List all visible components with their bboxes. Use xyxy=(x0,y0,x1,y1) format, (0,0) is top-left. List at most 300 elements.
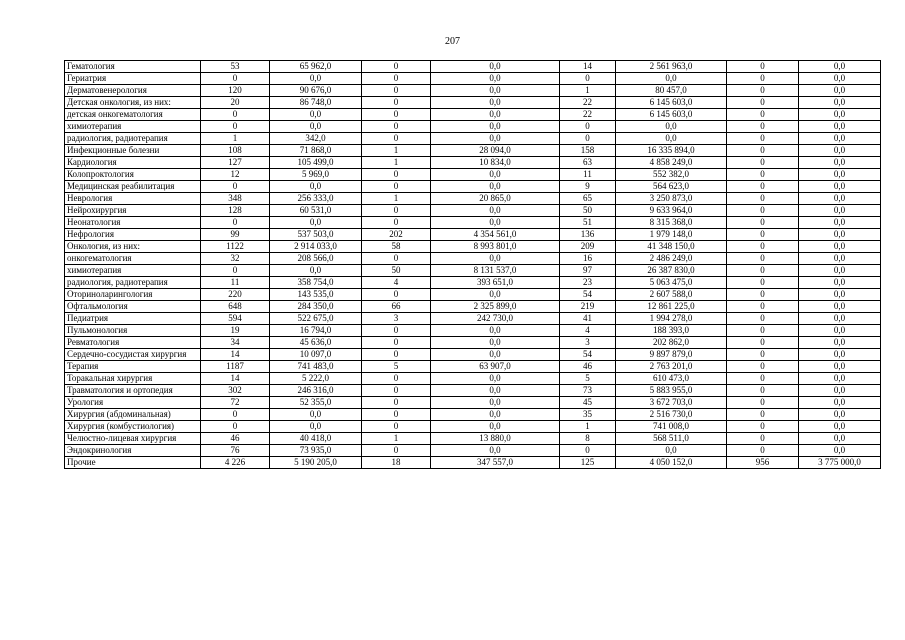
value-cell: 0,0 xyxy=(431,109,560,121)
specialty-name-cell: Инфекционные болезни xyxy=(65,145,201,157)
table-row xyxy=(65,361,881,373)
value-cell: 537 503,0 xyxy=(270,229,362,241)
value-cell: 0,0 xyxy=(431,217,560,229)
value-cell: 0,0 xyxy=(799,241,881,253)
value-cell: 14 xyxy=(201,373,270,385)
value-cell: 99 xyxy=(201,229,270,241)
value-cell: 0 xyxy=(362,373,431,385)
value-cell: 0 xyxy=(727,301,799,313)
value-cell: 0,0 xyxy=(799,325,881,337)
value-cell: 0,0 xyxy=(799,61,881,73)
value-cell: 4 050 152,0 xyxy=(616,457,727,469)
table-row xyxy=(65,313,881,325)
table-row xyxy=(65,109,881,121)
value-cell: 0 xyxy=(727,277,799,289)
value-cell: 0 xyxy=(362,181,431,193)
value-cell: 0,0 xyxy=(431,349,560,361)
specialty-name-cell: Гематология xyxy=(65,61,201,73)
value-cell: 1122 xyxy=(201,241,270,253)
value-cell: 0 xyxy=(201,409,270,421)
value-cell: 0 xyxy=(362,73,431,85)
value-cell: 0,0 xyxy=(799,157,881,169)
value-cell: 0 xyxy=(362,205,431,217)
value-cell: 128 xyxy=(201,205,270,217)
table-row xyxy=(65,157,881,169)
value-cell: 158 xyxy=(560,145,616,157)
value-cell: 1 xyxy=(362,157,431,169)
specialty-name-cell: Пульмонология xyxy=(65,325,201,337)
value-cell: 0 xyxy=(362,217,431,229)
value-cell: 0,0 xyxy=(799,85,881,97)
value-cell: 0,0 xyxy=(616,133,727,145)
value-cell: 0,0 xyxy=(270,421,362,433)
value-cell: 256 333,0 xyxy=(270,193,362,205)
value-cell: 0,0 xyxy=(431,61,560,73)
value-cell: 2 763 201,0 xyxy=(616,361,727,373)
value-cell: 741 483,0 xyxy=(270,361,362,373)
value-cell: 65 xyxy=(560,193,616,205)
value-cell: 0 xyxy=(727,325,799,337)
value-cell: 143 535,0 xyxy=(270,289,362,301)
value-cell: 28 094,0 xyxy=(431,145,560,157)
table-row xyxy=(65,265,881,277)
value-cell: 0,0 xyxy=(799,169,881,181)
value-cell: 1187 xyxy=(201,361,270,373)
value-cell: 0 xyxy=(727,181,799,193)
table-row xyxy=(65,409,881,421)
value-cell: 568 511,0 xyxy=(616,433,727,445)
value-cell: 0,0 xyxy=(799,205,881,217)
value-cell: 0,0 xyxy=(616,73,727,85)
table-row xyxy=(65,181,881,193)
value-cell: 0 xyxy=(727,373,799,385)
value-cell: 1 xyxy=(362,145,431,157)
value-cell: 66 xyxy=(362,301,431,313)
value-cell: 0 xyxy=(727,61,799,73)
value-cell: 0 xyxy=(560,445,616,457)
value-cell: 0 xyxy=(560,133,616,145)
value-cell: 9 897 879,0 xyxy=(616,349,727,361)
value-cell: 2 516 730,0 xyxy=(616,409,727,421)
value-cell: 0,0 xyxy=(270,409,362,421)
value-cell: 0,0 xyxy=(799,217,881,229)
value-cell: 0,0 xyxy=(799,109,881,121)
value-cell: 6 145 603,0 xyxy=(616,109,727,121)
specialty-name-cell: детская онкогематология xyxy=(65,109,201,121)
value-cell: 8 131 537,0 xyxy=(431,265,560,277)
value-cell: 302 xyxy=(201,385,270,397)
specialty-name-cell: Челюстно-лицевая хирургия xyxy=(65,433,201,445)
value-cell: 2 914 033,0 xyxy=(270,241,362,253)
value-cell: 0 xyxy=(201,109,270,121)
table-row xyxy=(65,277,881,289)
value-cell: 14 xyxy=(560,61,616,73)
value-cell: 956 xyxy=(727,457,799,469)
value-cell: 1 xyxy=(560,85,616,97)
value-cell: 46 xyxy=(560,361,616,373)
value-cell: 13 880,0 xyxy=(431,433,560,445)
value-cell: 0 xyxy=(727,157,799,169)
value-cell: 0 xyxy=(727,433,799,445)
specialty-name-cell: Неврология xyxy=(65,193,201,205)
table-row xyxy=(65,373,881,385)
value-cell: 16 xyxy=(560,253,616,265)
table-row xyxy=(65,229,881,241)
value-cell: 0,0 xyxy=(799,397,881,409)
value-cell: 11 xyxy=(201,277,270,289)
specialty-name-cell: онкогематология xyxy=(65,253,201,265)
value-cell: 348 xyxy=(201,193,270,205)
value-cell: 50 xyxy=(362,265,431,277)
value-cell: 9 633 964,0 xyxy=(616,205,727,217)
value-cell: 5 xyxy=(560,373,616,385)
value-cell: 220 xyxy=(201,289,270,301)
value-cell: 342,0 xyxy=(270,133,362,145)
value-cell: 45 636,0 xyxy=(270,337,362,349)
value-cell: 741 008,0 xyxy=(616,421,727,433)
value-cell: 51 xyxy=(560,217,616,229)
value-cell: 41 348 150,0 xyxy=(616,241,727,253)
value-cell: 0,0 xyxy=(799,121,881,133)
table-row xyxy=(65,97,881,109)
value-cell: 16 794,0 xyxy=(270,325,362,337)
specialty-name-cell: Травматология и ортопедия xyxy=(65,385,201,397)
value-cell: 6 145 603,0 xyxy=(616,97,727,109)
value-cell: 3 775 000,0 xyxy=(799,457,881,469)
value-cell: 16 335 894,0 xyxy=(616,145,727,157)
value-cell: 90 676,0 xyxy=(270,85,362,97)
value-cell: 0 xyxy=(727,97,799,109)
value-cell: 0 xyxy=(201,265,270,277)
value-cell: 0,0 xyxy=(799,445,881,457)
value-cell: 522 675,0 xyxy=(270,313,362,325)
value-cell: 552 382,0 xyxy=(616,169,727,181)
specialty-name-cell: Нефрология xyxy=(65,229,201,241)
value-cell: 8 993 801,0 xyxy=(431,241,560,253)
value-cell: 0 xyxy=(727,445,799,457)
value-cell: 0 xyxy=(362,289,431,301)
value-cell: 0,0 xyxy=(799,373,881,385)
value-cell: 0 xyxy=(362,325,431,337)
value-cell: 0 xyxy=(727,253,799,265)
value-cell: 0,0 xyxy=(431,409,560,421)
table-row xyxy=(65,337,881,349)
value-cell: 73 935,0 xyxy=(270,445,362,457)
value-cell: 50 xyxy=(560,205,616,217)
value-cell: 5 190 205,0 xyxy=(270,457,362,469)
value-cell: 4 354 561,0 xyxy=(431,229,560,241)
value-cell: 246 316,0 xyxy=(270,385,362,397)
value-cell: 209 xyxy=(560,241,616,253)
value-cell: 0 xyxy=(362,121,431,133)
value-cell: 0 xyxy=(362,61,431,73)
table-row xyxy=(65,385,881,397)
value-cell: 0 xyxy=(727,109,799,121)
table-row xyxy=(65,205,881,217)
value-cell: 0 xyxy=(362,397,431,409)
value-cell: 86 748,0 xyxy=(270,97,362,109)
specialty-name-cell: Урология xyxy=(65,397,201,409)
value-cell: 58 xyxy=(362,241,431,253)
value-cell: 1 xyxy=(362,193,431,205)
value-cell: 0,0 xyxy=(799,229,881,241)
value-cell: 0,0 xyxy=(799,73,881,85)
specialty-name-cell: радиология, радиотерапия xyxy=(65,133,201,145)
value-cell: 0 xyxy=(727,85,799,97)
specialty-name-cell: Оториноларингология xyxy=(65,289,201,301)
value-cell: 0 xyxy=(727,169,799,181)
specialty-name-cell: Нейрохирургия xyxy=(65,205,201,217)
value-cell: 284 350,0 xyxy=(270,301,362,313)
value-cell: 0,0 xyxy=(799,289,881,301)
value-cell: 0 xyxy=(362,445,431,457)
value-cell: 0,0 xyxy=(431,421,560,433)
value-cell: 0,0 xyxy=(799,433,881,445)
value-cell: 0,0 xyxy=(799,181,881,193)
value-cell: 0 xyxy=(362,85,431,97)
value-cell: 4 226 xyxy=(201,457,270,469)
value-cell: 0,0 xyxy=(431,73,560,85)
value-cell: 0 xyxy=(727,289,799,301)
table-row xyxy=(65,145,881,157)
specialty-name-cell: Терапия xyxy=(65,361,201,373)
value-cell: 46 xyxy=(201,433,270,445)
table-row xyxy=(65,121,881,133)
value-cell: 8 315 368,0 xyxy=(616,217,727,229)
table-row xyxy=(65,61,881,73)
value-cell: 3 672 703,0 xyxy=(616,397,727,409)
value-cell: 12 xyxy=(201,169,270,181)
table-row xyxy=(65,217,881,229)
value-cell: 54 xyxy=(560,349,616,361)
table-row xyxy=(65,73,881,85)
table-row xyxy=(65,289,881,301)
specialty-name-cell: Ревматология xyxy=(65,337,201,349)
value-cell: 1 xyxy=(362,433,431,445)
value-cell: 0 xyxy=(201,121,270,133)
value-cell: 34 xyxy=(201,337,270,349)
specialty-table xyxy=(64,60,881,469)
value-cell: 0,0 xyxy=(270,181,362,193)
value-cell: 22 xyxy=(560,97,616,109)
table-row xyxy=(65,349,881,361)
specialty-name-cell: химиотерапия xyxy=(65,265,201,277)
specialty-name-cell: Неонатология xyxy=(65,217,201,229)
specialty-name-cell: Детская онкология, из них: xyxy=(65,97,201,109)
value-cell: 14 xyxy=(201,349,270,361)
value-cell: 0 xyxy=(201,421,270,433)
value-cell: 0,0 xyxy=(431,397,560,409)
value-cell: 648 xyxy=(201,301,270,313)
value-cell: 202 862,0 xyxy=(616,337,727,349)
value-cell: 0 xyxy=(201,181,270,193)
value-cell: 0,0 xyxy=(431,373,560,385)
value-cell: 0,0 xyxy=(431,253,560,265)
value-cell: 80 457,0 xyxy=(616,85,727,97)
value-cell: 347 557,0 xyxy=(431,457,560,469)
value-cell: 0,0 xyxy=(799,97,881,109)
value-cell: 0,0 xyxy=(799,253,881,265)
value-cell: 18 xyxy=(362,457,431,469)
value-cell: 0 xyxy=(727,397,799,409)
page-number: 207 xyxy=(445,36,460,47)
value-cell: 0 xyxy=(362,169,431,181)
value-cell: 1 xyxy=(201,133,270,145)
value-cell: 108 xyxy=(201,145,270,157)
value-cell: 4 xyxy=(560,325,616,337)
table-row xyxy=(65,325,881,337)
value-cell: 0,0 xyxy=(799,145,881,157)
value-cell: 11 xyxy=(560,169,616,181)
value-cell: 0 xyxy=(727,241,799,253)
value-cell: 73 xyxy=(560,385,616,397)
value-cell: 0 xyxy=(727,265,799,277)
specialty-name-cell: Торакальная хирургия xyxy=(65,373,201,385)
value-cell: 0,0 xyxy=(799,361,881,373)
specialty-name-cell: Колопроктология xyxy=(65,169,201,181)
value-cell: 0,0 xyxy=(431,85,560,97)
value-cell: 0 xyxy=(727,337,799,349)
specialty-name-cell: Педиатрия xyxy=(65,313,201,325)
value-cell: 0,0 xyxy=(799,385,881,397)
value-cell: 8 xyxy=(560,433,616,445)
value-cell: 0 xyxy=(727,313,799,325)
value-cell: 393 651,0 xyxy=(431,277,560,289)
value-cell: 105 499,0 xyxy=(270,157,362,169)
value-cell: 2 561 963,0 xyxy=(616,61,727,73)
value-cell: 76 xyxy=(201,445,270,457)
value-cell: 0,0 xyxy=(431,289,560,301)
value-cell: 0 xyxy=(727,121,799,133)
value-cell: 0,0 xyxy=(431,205,560,217)
value-cell: 0,0 xyxy=(799,337,881,349)
value-cell: 1 994 278,0 xyxy=(616,313,727,325)
value-cell: 0,0 xyxy=(616,445,727,457)
value-cell: 20 xyxy=(201,97,270,109)
value-cell: 2 486 249,0 xyxy=(616,253,727,265)
table-row xyxy=(65,301,881,313)
specialty-name-cell: Хирургия (абдоминальная) xyxy=(65,409,201,421)
value-cell: 0,0 xyxy=(799,277,881,289)
value-cell: 0 xyxy=(727,205,799,217)
value-cell: 0,0 xyxy=(431,325,560,337)
specialty-name-cell: Гериатрия xyxy=(65,73,201,85)
value-cell: 0,0 xyxy=(431,385,560,397)
value-cell: 12 861 225,0 xyxy=(616,301,727,313)
value-cell: 0,0 xyxy=(270,121,362,133)
value-cell: 0 xyxy=(727,409,799,421)
table-row xyxy=(65,241,881,253)
table-row xyxy=(65,85,881,97)
specialty-name-cell: Сердечно-сосудистая хирургия xyxy=(65,349,201,361)
value-cell: 0 xyxy=(727,229,799,241)
value-cell: 610 473,0 xyxy=(616,373,727,385)
value-cell: 0,0 xyxy=(799,265,881,277)
value-cell: 2 607 588,0 xyxy=(616,289,727,301)
value-cell: 0 xyxy=(727,73,799,85)
value-cell: 202 xyxy=(362,229,431,241)
value-cell: 0,0 xyxy=(270,109,362,121)
value-cell: 54 xyxy=(560,289,616,301)
value-cell: 53 xyxy=(201,61,270,73)
value-cell: 0,0 xyxy=(616,121,727,133)
value-cell: 0 xyxy=(727,133,799,145)
value-cell: 71 868,0 xyxy=(270,145,362,157)
value-cell: 0,0 xyxy=(270,73,362,85)
value-cell: 5 883 955,0 xyxy=(616,385,727,397)
specialty-name-cell: Прочие xyxy=(65,457,201,469)
value-cell: 0,0 xyxy=(431,133,560,145)
value-cell: 0 xyxy=(362,97,431,109)
value-cell: 0,0 xyxy=(431,121,560,133)
value-cell: 63 907,0 xyxy=(431,361,560,373)
value-cell: 40 418,0 xyxy=(270,433,362,445)
specialty-name-cell: радиология, радиотерапия xyxy=(65,277,201,289)
value-cell: 0 xyxy=(362,109,431,121)
value-cell: 72 xyxy=(201,397,270,409)
value-cell: 0 xyxy=(362,421,431,433)
value-cell: 0,0 xyxy=(799,133,881,145)
value-cell: 0 xyxy=(362,253,431,265)
value-cell: 0 xyxy=(362,409,431,421)
table-row xyxy=(65,169,881,181)
value-cell: 0,0 xyxy=(431,181,560,193)
value-cell: 5 969,0 xyxy=(270,169,362,181)
specialty-name-cell: Дерматовенерология xyxy=(65,85,201,97)
value-cell: 26 387 830,0 xyxy=(616,265,727,277)
value-cell: 0 xyxy=(727,193,799,205)
value-cell: 10 097,0 xyxy=(270,349,362,361)
value-cell: 0,0 xyxy=(431,97,560,109)
value-cell: 20 865,0 xyxy=(431,193,560,205)
value-cell: 10 834,0 xyxy=(431,157,560,169)
value-cell: 0 xyxy=(201,73,270,85)
table-row xyxy=(65,457,881,469)
value-cell: 0 xyxy=(560,121,616,133)
value-cell: 208 566,0 xyxy=(270,253,362,265)
value-cell: 45 xyxy=(560,397,616,409)
value-cell: 219 xyxy=(560,301,616,313)
specialty-name-cell: Медицинская реабилитация xyxy=(65,181,201,193)
value-cell: 0,0 xyxy=(799,349,881,361)
value-cell: 4 xyxy=(362,277,431,289)
value-cell: 120 xyxy=(201,85,270,97)
value-cell: 32 xyxy=(201,253,270,265)
value-cell: 0 xyxy=(362,133,431,145)
specialty-name-cell: Эндокринология xyxy=(65,445,201,457)
table-row xyxy=(65,433,881,445)
value-cell: 0 xyxy=(727,361,799,373)
value-cell: 41 xyxy=(560,313,616,325)
value-cell: 0 xyxy=(560,73,616,85)
specialty-name-cell: химиотерапия xyxy=(65,121,201,133)
value-cell: 0,0 xyxy=(799,409,881,421)
value-cell: 0,0 xyxy=(270,265,362,277)
value-cell: 9 xyxy=(560,181,616,193)
specialty-name-cell: Хирургия (комбустиология) xyxy=(65,421,201,433)
specialty-name-cell: Онкология, из них: xyxy=(65,241,201,253)
value-cell: 0,0 xyxy=(431,445,560,457)
value-cell: 35 xyxy=(560,409,616,421)
table-row xyxy=(65,421,881,433)
value-cell: 0,0 xyxy=(799,193,881,205)
table-row xyxy=(65,193,881,205)
value-cell: 0,0 xyxy=(799,301,881,313)
value-cell: 0 xyxy=(362,349,431,361)
value-cell: 0 xyxy=(727,349,799,361)
value-cell: 0 xyxy=(362,337,431,349)
value-cell: 1 979 148,0 xyxy=(616,229,727,241)
